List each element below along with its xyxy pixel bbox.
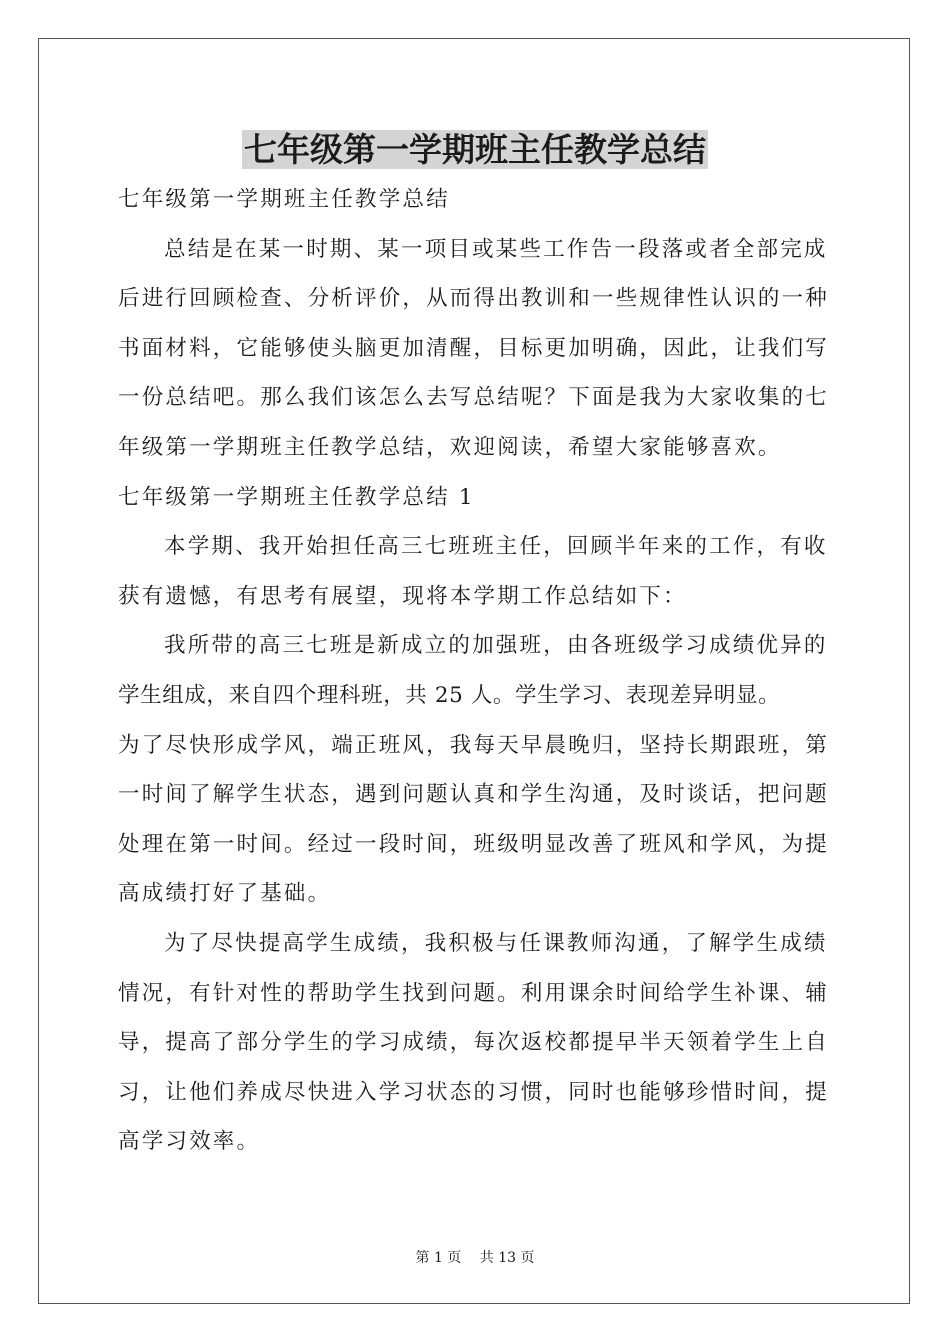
paragraph-line: 书面材料，它能够使头脑更加清醒，目标更加明确，因此，让我们写 — [118, 335, 830, 361]
paragraph-line: 习，让他们养成尽快进入学习状态的习惯，同时也能够珍惜时间，提 — [118, 1079, 830, 1105]
document-body — [118, 175, 832, 1167]
paragraph-line: 总结是在某一时期、某一项目或某些工作告一段落或者全部完成 — [164, 236, 828, 262]
paragraph-line: 我所带的高三七班是新成立的加强班，由各班级学习成绩优异的 — [164, 633, 828, 659]
paragraph-line: 处理在第一时间。经过一段时间，班级明显改善了班风和学风，为提 — [118, 831, 830, 857]
paragraph-line: 导，提高了部分学生的学习成绩，每次返校都提早半天领着学生上自 — [118, 1030, 830, 1056]
paragraph-line: 后进行回顾检查、分析评价，从而得出教训和一些规律性认识的一种 — [118, 286, 830, 312]
paragraph-line: 一时间了解学生状态，遇到问题认真和学生沟通，及时谈话，把问题 — [118, 782, 830, 808]
paragraph-line: 本学期、我开始担任高三七班班主任，回顾半年来的工作，有收 — [164, 534, 828, 560]
paragraph-line: 为了尽快形成学风，端正班风，我每天早晨晚归，坚持长期跟班，第 — [118, 732, 830, 758]
paragraph-line: 获有遗憾，有思考有展望，现将本学期工作总结如下： — [118, 583, 687, 609]
section-heading: 七年级第一学期班主任教学总结 1 — [118, 484, 475, 510]
paragraph-line: 情况，有针对性的帮助学生找到问题。利用课余时间给学生补课、辅 — [118, 980, 830, 1006]
paragraph-line: 年级第一学期班主任教学总结，欢迎阅读，希望大家能够喜欢。 — [118, 434, 782, 460]
document-title — [0, 122, 950, 178]
paragraph-line: 学生组成，来自四个理科班，共 25 人。学生学习、表现差异明显。 — [118, 682, 781, 708]
paragraph-line: 一份总结吧。那么我们该怎么去写总结呢？下面是我为大家收集的七 — [118, 385, 830, 411]
document-title-text: 七年级第一学期班主任教学总结 — [244, 130, 706, 169]
paragraph-line: 高成绩打好了基础。 — [118, 881, 332, 907]
paragraph-line: 高学习效率。 — [118, 1129, 261, 1155]
subtitle-line: 七年级第一学期班主任教学总结 — [118, 187, 450, 212]
paragraph-line: 为了尽快提高学生成绩，我积极与任课教师沟通，了解学生成绩 — [164, 930, 828, 956]
page-number-footer: 第 1 页 共 13 页 — [415, 1250, 535, 1266]
